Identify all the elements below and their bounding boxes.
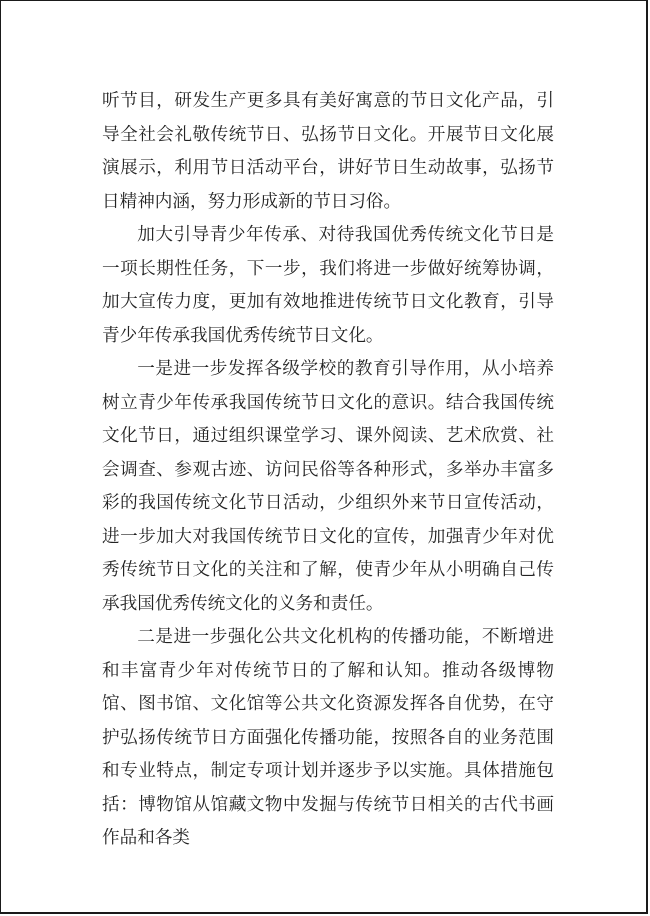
paragraph-4: 二是进一步强化公共文化机构的传播功能，不断增进和丰富青少年对传统节日的了解和认知。推动各级博物馆、图书馆、文化馆等公共文化资源发挥各自优势，在守护弘扬传统节日方面强化传播功能，按照各自的业务范围和专业特点，制定专项计划并逐步予以实施。具体措施包括：博物馆从馆藏文物中发掘与传统节日相关的古代书画作品和各类 (102, 627, 554, 848)
paragraph-2: 加大引导青少年传承、对待我国优秀传统文化节日是一项长期性任务，下一步，我们将进一步做好统筹协调，加大宣传力度，更加有效地推进传统节日文化教育，引导青少年传承我国优秀传统节日文化。 (102, 225, 554, 346)
paragraph-3: 一是进一步发挥各级学校的教育引导作用，从小培养树立青少年传承我国传统节日文化的意识。结合我国传统文化节日，通过组织课堂学习、课外阅读、艺术欣赏、社会调查、参观古迹、访问民俗等各种形式，多举办丰富多彩的我国传统文化节日活动，少组织外来节日宣传活动，进一步加大对我国传统节日文化的宣传，加强青少年对优秀传统节日文化的关注和了解，使青少年从小明确自己传承我国优秀传统文化的义务和责任。 (102, 359, 554, 614)
document-body (102, 85, 554, 856)
paragraph-1: 听节目，研发生产更多具有美好寓意的节日文化产品，引导全社会礼敬传统节日、弘扬节日文化。开展节日文化展演展示，利用节日活动平台，讲好节日生动故事，弘扬节日精神内涵，努力形成新的节日习俗。 (102, 91, 554, 212)
